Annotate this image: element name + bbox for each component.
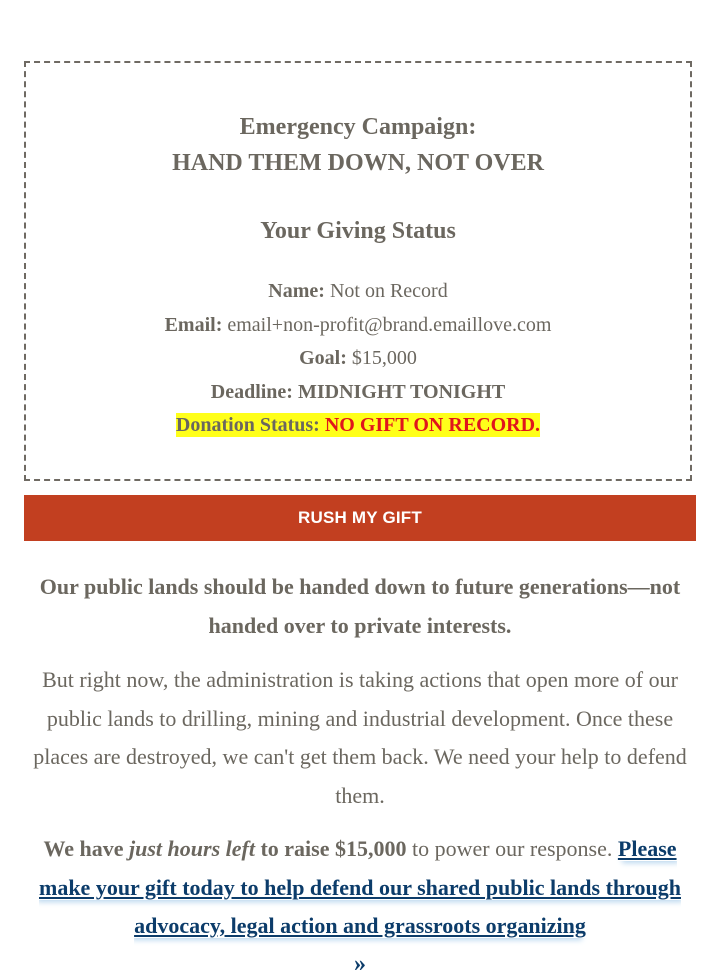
campaign-title bbox=[26, 109, 690, 181]
body-paragraph-1: But right now, the administration is taking actions that open more of our public lands to drilling, mining and industrial development. Once these places are destroyed, we can't get them back. We need your help to defend them. bbox=[33, 667, 687, 808]
rush-my-gift-button[interactable]: RUSH MY GIFT bbox=[24, 495, 696, 541]
name-value: Not on Record bbox=[329, 280, 448, 302]
goal-label: Goal: bbox=[299, 347, 347, 370]
status-deadline-row bbox=[26, 376, 690, 410]
chevrons-icon[interactable]: » bbox=[354, 950, 366, 977]
giving-status-box bbox=[24, 61, 692, 481]
campaign-title-line2: HAND THEM DOWN, NOT OVER bbox=[172, 150, 544, 176]
status-donation-row bbox=[26, 409, 690, 443]
p2-italic: just hours left bbox=[129, 836, 255, 861]
p2-bold-start: We have bbox=[43, 836, 124, 861]
status-email-row bbox=[26, 309, 690, 343]
name-label: Name: bbox=[268, 280, 325, 302]
status-name-row bbox=[26, 275, 690, 309]
status-details bbox=[26, 275, 690, 443]
status-goal-row bbox=[26, 342, 690, 376]
donation-label: Donation Status: bbox=[175, 414, 320, 437]
body-paragraph-2 bbox=[22, 830, 698, 976]
donation-status-highlight bbox=[176, 413, 540, 437]
p2-bold-mid: to raise $15,000 bbox=[260, 836, 407, 861]
goal-value: $15,000 bbox=[351, 347, 417, 370]
donate-link[interactable]: Please make your gift today to help defend our shared public lands through advocacy, legal action and grassroots organizing bbox=[39, 836, 681, 939]
deadline-value: MIDNIGHT TONIGHT bbox=[297, 380, 506, 403]
lead-statement: Our public lands should be handed down to future generations—not handed over to private interests. bbox=[39, 574, 681, 638]
donation-value: NO GIFT ON RECORD. bbox=[324, 414, 541, 437]
email-label: Email: bbox=[164, 313, 223, 336]
deadline-label: Deadline: bbox=[210, 380, 293, 403]
p2-plain: to power our response. bbox=[411, 836, 613, 861]
campaign-title-line1: Emergency Campaign: bbox=[239, 114, 477, 140]
giving-status-heading: Your Giving Status bbox=[260, 218, 456, 244]
email-value: email+non-profit@brand.emaillove.com bbox=[227, 313, 552, 336]
